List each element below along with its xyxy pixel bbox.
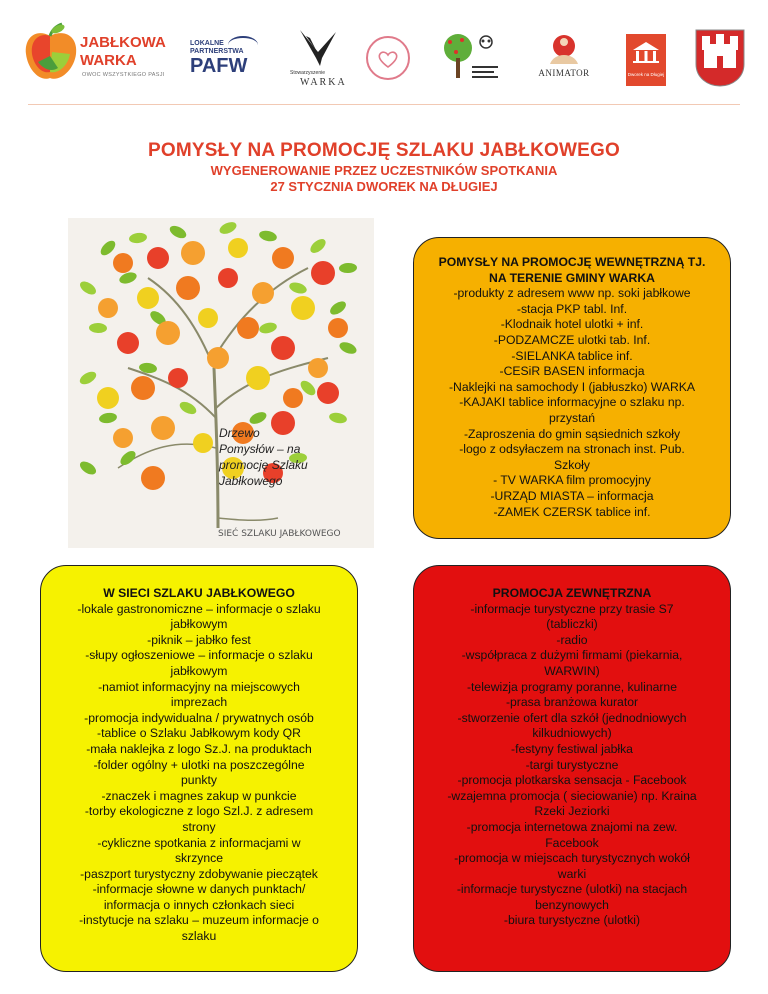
box-line: -targi turystyczne	[525, 757, 619, 772]
page-title: POMYSŁY NA PROMOCJĘ SZLAKU JABŁKOWEGO	[148, 140, 620, 161]
box-line: -informacje turystyczne przy trasie S7	[470, 601, 674, 616]
tree-leaf	[89, 323, 107, 334]
box-line: Facebook	[545, 835, 599, 850]
tree-leaf	[98, 412, 117, 425]
warka-bird-logo	[290, 28, 348, 90]
tree-apple-note	[193, 433, 213, 453]
tree-apple-note	[151, 416, 175, 440]
tree-leaf	[78, 369, 99, 387]
tree-apple-note	[308, 358, 328, 378]
tree-leaf	[339, 263, 357, 274]
box-heading: NA TERENIE GMINY WARKA	[489, 270, 655, 285]
tree-leaf	[78, 279, 99, 297]
box-line: -piknik – jabłko fest	[147, 632, 251, 647]
apple-logo-icon	[22, 22, 80, 84]
tree-leaf	[338, 340, 358, 356]
tree-leaf	[328, 411, 348, 425]
box-line: -PODZAMCZE ulotki tab. Inf.	[493, 332, 651, 347]
box-line: -stacja PKP tabl. Inf.	[516, 301, 628, 316]
box-line: (tabliczki)	[546, 617, 598, 632]
school-tree-logo	[436, 30, 502, 90]
tree-ground-label: SIEĆ SZLAKU JABŁKOWEGO	[218, 529, 341, 539]
network-promotion-box	[40, 565, 358, 972]
box-line: -współpraca z dużymi firmami (piekarnia,	[461, 648, 683, 663]
pafw-logo	[190, 40, 276, 80]
box-line: imprezach	[170, 695, 228, 710]
tree-caption-line: Drzewo	[219, 426, 260, 440]
tree-caption	[219, 425, 329, 489]
tree-apple-note	[137, 287, 159, 309]
box-line: -URZĄD MIASTA – informacja	[490, 488, 654, 503]
tree-apple-note	[98, 298, 118, 318]
tree-apple-note	[117, 332, 139, 354]
tree-apple-note	[228, 238, 248, 258]
page-subtitle-1: WYGENEROWANIE PRZEZ UCZESTNIKÓW SPOTKANIA	[210, 163, 558, 178]
box-line: -słupy ogłoszeniowe – informacje o szlaku	[85, 648, 313, 663]
tree-apple-note	[141, 466, 165, 490]
box-line: -KAJAKI tablice informacyjne o szlaku np.	[459, 395, 685, 410]
tree-apple-note	[207, 347, 229, 369]
tree-leaf	[328, 299, 348, 318]
tree-apple-note	[246, 366, 270, 390]
tree-apple-note	[328, 318, 348, 338]
box-line: -informacje turystyczne (ulotki) na stacjach	[456, 882, 688, 897]
tree-apple-note	[252, 282, 274, 304]
box-line: -lokale gastronomiczne – informacje o szlaku	[77, 601, 321, 616]
box-line: warki	[557, 866, 587, 881]
box-line: -stworzenie ofert dla szkół (jednodniowych	[457, 710, 687, 725]
tree-apple-note	[176, 276, 200, 300]
tree-caption-line: Pomysłów – na	[219, 442, 301, 456]
box-line: -Zaproszenia do gmin sąsiednich szkoły	[463, 426, 681, 441]
dworek-logo	[626, 34, 666, 86]
tree-apple-note	[198, 308, 218, 328]
tree-leaf	[258, 229, 278, 243]
animator-logo	[528, 34, 600, 84]
box-line: jabłkowym	[170, 617, 228, 632]
tree-leaf	[98, 238, 118, 258]
box-line: WARWIN)	[544, 663, 600, 678]
box-line: Rzeki Jeziorki	[534, 804, 610, 819]
castle-shield-icon	[694, 28, 746, 88]
tree-apple-note	[291, 296, 315, 320]
tree-apple-note	[237, 317, 259, 339]
box-line: szlaku	[181, 929, 217, 944]
animator-figure-icon	[544, 34, 584, 68]
box-line: -znaczek i magnes zakup w punkcie	[101, 788, 297, 803]
jablkowa-tagline: OWOC WSZYSTKIEGO PASJI	[82, 72, 165, 78]
box-line: -prasa branżowa kurator	[505, 695, 639, 710]
warka-line1: Stowarzyszenie	[290, 70, 326, 76]
tree-apple-note	[97, 387, 119, 409]
box-line: strony	[182, 819, 216, 834]
box-line: -ZAMEK CZERSK tablice inf.	[493, 504, 651, 519]
box-line: -promocja internetowa znajomi na zew.	[466, 819, 678, 834]
pafw-arc-icon	[228, 36, 258, 54]
tree-apple-note	[283, 388, 303, 408]
pafw-line1: LOKALNE	[190, 40, 224, 47]
tree-leaf	[308, 236, 328, 255]
box-line: -informacje słowne w danych punktach/	[92, 882, 306, 897]
warka-line2: WARKA	[300, 77, 347, 88]
tree-leaf	[78, 459, 99, 477]
box-heading: W SIECI SZLAKU JABŁKOWEGO	[103, 586, 295, 600]
box-line: skrzynce	[174, 851, 224, 866]
coat-of-arms-logo	[694, 28, 746, 88]
box-line: -produkty z adresem www np. soki jabłkowe	[453, 286, 691, 301]
box-line: punkty	[181, 773, 217, 788]
jablkowa-title-2: WARKA	[80, 52, 137, 69]
idea-tree-photo	[68, 218, 374, 548]
internal-promotion-box	[413, 237, 731, 539]
box-line: -namiot informacyjny na miejscowych	[98, 679, 300, 694]
dworek-text: Dworek na Długiej	[627, 72, 665, 77]
tree-leaf	[288, 280, 308, 295]
tree-apple-note	[272, 247, 294, 269]
tree-leaf	[128, 232, 147, 244]
tree-leaf	[258, 321, 278, 335]
box-heading: POMYSŁY NA PROMOCJĘ WEWNĘTRZNĄ TJ.	[438, 255, 706, 269]
box-line: -mała naklejka z logo Sz.J. na produktach	[86, 741, 312, 756]
tree-apple-note	[218, 268, 238, 288]
box-line: jabłkowym	[170, 663, 228, 678]
box-line: -festyny festiwal jabłka	[511, 741, 633, 756]
heart-icon	[378, 50, 398, 68]
jablkowa-title-1: JABŁKOWA	[80, 34, 166, 51]
heart-stamp-logo	[366, 36, 410, 80]
box-line: -paszport turystyczny zdobywanie pieczątek	[80, 866, 318, 881]
external-promotion-box	[413, 565, 731, 972]
box-line: -promocja indywidualna / prywatnych osób	[84, 710, 314, 725]
tree-caption-line: Jabłkowego	[219, 474, 283, 488]
pafw-line3: PAFW	[190, 55, 248, 77]
box-line: -Klodnaik hotel ulotki + inf.	[500, 317, 644, 332]
header-divider	[28, 104, 740, 105]
tree-apple-note	[147, 247, 169, 269]
box-heading: PROMOCJA ZEWNĘTRZNA	[492, 586, 652, 600]
box-line: -promocja w miejscach turystycznych wokół	[454, 851, 690, 866]
box-line: -biura turystyczne (ulotki)	[503, 913, 641, 928]
box-line: -SIELANKA tablice inf.	[511, 348, 633, 363]
box-line: -Naklejki na samochody I (jabłuszko) WARKA	[448, 379, 696, 394]
tree-leaf	[248, 410, 269, 427]
tree-apple-note	[113, 428, 133, 448]
tree-apple-note	[131, 376, 155, 400]
tree-caption-line: promocję Szlaku	[219, 458, 308, 472]
tree-apple-note	[168, 368, 188, 388]
box-line: -wzajemna promocja ( sieciowanie) np. Kraina	[447, 788, 697, 803]
jablkowa-warka-logo	[22, 22, 172, 86]
box-line: - TV WARKA film promocyjny	[493, 473, 651, 488]
box-line: -tablice o Szlaku Jabłkowym kody QR	[97, 726, 301, 741]
bird-icon	[296, 28, 340, 68]
box-line: -cykliczne spotkania z informacjami w	[97, 835, 301, 850]
box-line: Szkoły	[554, 457, 590, 472]
box-line: -promocja plotkarska sensacja - Facebook	[457, 773, 687, 788]
page-subtitle-2: 27 STYCZNIA DWOREK NA DŁUGIEJ	[270, 179, 498, 194]
tree-apple-note	[317, 382, 339, 404]
tree-leaf	[178, 399, 199, 416]
box-line: -torby ekologiczne z logo Szl.J. z adresem	[84, 804, 314, 819]
pafw-line2: PARTNERSTWA	[190, 48, 244, 55]
tree-apple-note	[311, 261, 335, 285]
box-line: kilkudniowych)	[532, 726, 612, 741]
manor-icon	[631, 40, 661, 64]
tree-leaf	[218, 220, 239, 236]
box-line: benzynowych	[535, 897, 609, 912]
box-line: -telewizja programy poranne, kulinarne	[466, 679, 677, 694]
tree-apple-note	[271, 336, 295, 360]
box-line: -CESiR BASEN informacja	[499, 364, 645, 379]
idea-tree-image	[68, 218, 374, 548]
box-line: informacja o innych członkach sieci	[103, 897, 295, 912]
box-line: -folder ogólny + ulotki na poszczególne	[93, 757, 305, 772]
box-line: -logo z odsyłaczem na stronach inst. Pub.	[459, 442, 685, 457]
animator-text: ANIMATOR	[538, 68, 590, 78]
box-line: przystań	[548, 410, 596, 425]
tree-apple-note	[113, 253, 133, 273]
box-line: -instytucje na szlaku – muzeum informacje o	[79, 913, 319, 928]
tree-owl-icon	[436, 30, 502, 90]
tree-leaf	[168, 223, 189, 240]
tree-apple-note	[156, 321, 180, 345]
logo-strip	[0, 0, 768, 100]
tree-apple-note	[181, 241, 205, 265]
box-line: -radio	[556, 632, 588, 647]
